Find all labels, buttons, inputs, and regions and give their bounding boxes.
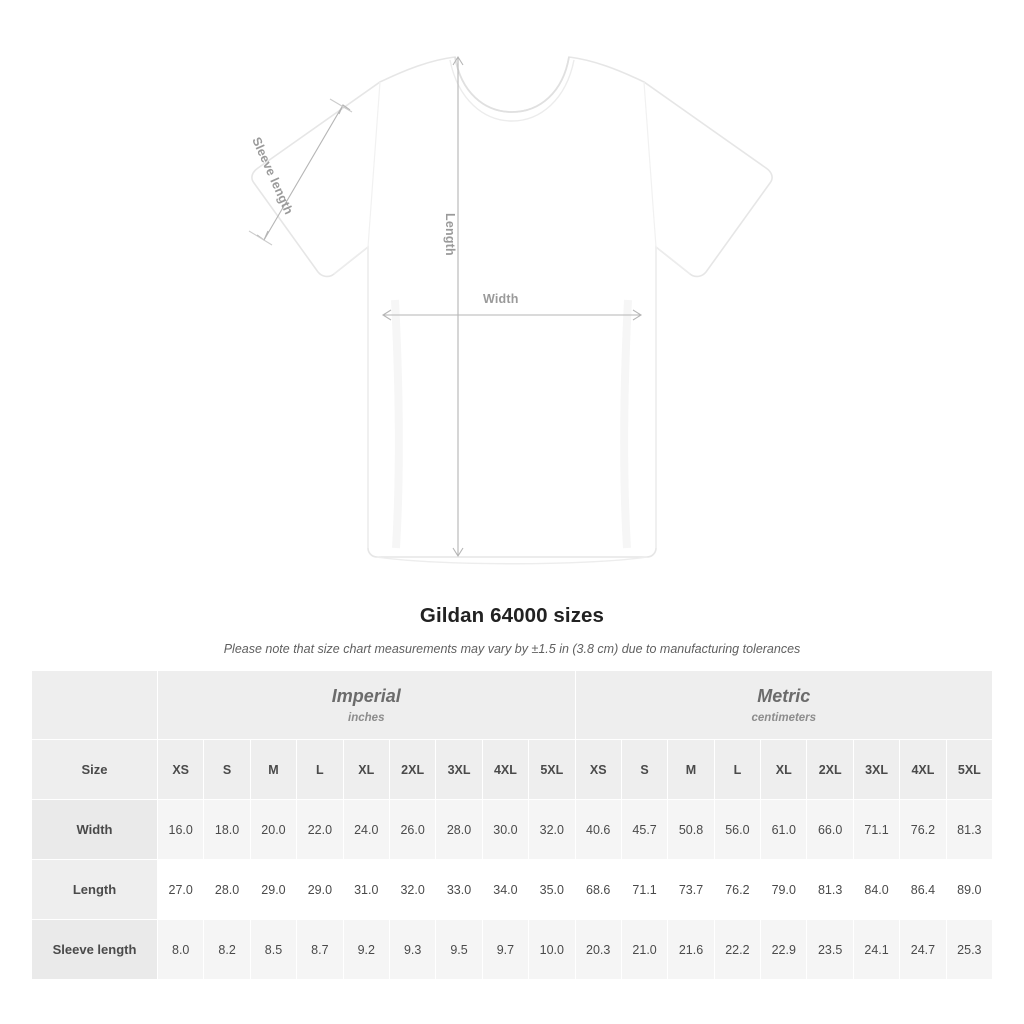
- size-header-5xl-imperial: 5XL: [529, 740, 575, 800]
- cell-sleeve-1: 8.2: [204, 920, 250, 980]
- sleeve-length-dimension-label: Sleeve length: [249, 135, 296, 217]
- size-header-l-imperial: L: [297, 740, 343, 800]
- cell-sleeve-11: 21.6: [668, 920, 714, 980]
- size-header-xs-imperial: XS: [158, 740, 204, 800]
- cell-sleeve-17: 25.3: [946, 920, 992, 980]
- size-header-xs-metric: XS: [575, 740, 621, 800]
- size-header-m-imperial: M: [250, 740, 296, 800]
- cell-length-3: 29.0: [297, 860, 343, 920]
- size-header-row: [32, 740, 993, 800]
- cell-length-16: 86.4: [900, 860, 946, 920]
- size-header-3xl-metric: 3XL: [853, 740, 899, 800]
- size-header-3xl-imperial: 3XL: [436, 740, 482, 800]
- cell-sleeve-12: 22.2: [714, 920, 760, 980]
- cell-width-4: 24.0: [343, 800, 389, 860]
- cell-width-15: 71.1: [853, 800, 899, 860]
- table-row-length: [32, 860, 993, 920]
- size-header-s-imperial: S: [204, 740, 250, 800]
- cell-width-13: 61.0: [761, 800, 807, 860]
- size-header-l-metric: L: [714, 740, 760, 800]
- size-header-xl-imperial: XL: [343, 740, 389, 800]
- cell-width-7: 30.0: [482, 800, 528, 860]
- cell-length-5: 32.0: [389, 860, 435, 920]
- width-dimension-label: Width: [483, 292, 519, 306]
- cell-length-1: 28.0: [204, 860, 250, 920]
- system-name-imperial: Imperial: [331, 686, 401, 706]
- size-chart-table: [31, 670, 993, 980]
- cell-length-11: 73.7: [668, 860, 714, 920]
- chart-header: [0, 604, 1024, 656]
- system-header-row: [32, 671, 993, 740]
- size-header-xl-metric: XL: [761, 740, 807, 800]
- cell-length-15: 84.0: [853, 860, 899, 920]
- system-name-metric: Metric: [757, 686, 811, 706]
- cell-length-7: 34.0: [482, 860, 528, 920]
- cell-width-16: 76.2: [900, 800, 946, 860]
- cell-sleeve-16: 24.7: [900, 920, 946, 980]
- cell-width-11: 50.8: [668, 800, 714, 860]
- cell-width-10: 45.7: [621, 800, 667, 860]
- size-header-4xl-metric: 4XL: [900, 740, 946, 800]
- cell-length-9: 68.6: [575, 860, 621, 920]
- table-row-width: [32, 800, 993, 860]
- page-title: Gildan 64000 sizes: [419, 604, 605, 627]
- cell-width-0: 16.0: [158, 800, 204, 860]
- cell-sleeve-15: 24.1: [853, 920, 899, 980]
- cell-sleeve-4: 9.2: [343, 920, 389, 980]
- cell-length-0: 27.0: [158, 860, 204, 920]
- cell-length-10: 71.1: [621, 860, 667, 920]
- cell-length-17: 89.0: [946, 860, 992, 920]
- cell-width-17: 81.3: [946, 800, 992, 860]
- tolerance-note: Please note that size chart measurements may vary by ±1.5 in (3.8 cm) due to manufacturing tolerances: [223, 642, 801, 656]
- size-header-2xl-imperial: 2XL: [389, 740, 435, 800]
- system-header-metric: [575, 671, 993, 740]
- cell-length-4: 31.0: [343, 860, 389, 920]
- table-row-sleeve-length: [32, 920, 993, 980]
- row-label-sleeve-length: Sleeve length: [32, 920, 158, 980]
- cell-sleeve-0: 8.0: [158, 920, 204, 980]
- size-header-5xl-metric: 5XL: [946, 740, 992, 800]
- cell-sleeve-14: 23.5: [807, 920, 853, 980]
- cell-length-2: 29.0: [250, 860, 296, 920]
- cell-sleeve-2: 8.5: [250, 920, 296, 980]
- cell-sleeve-7: 9.7: [482, 920, 528, 980]
- size-column-label: Size: [32, 740, 158, 800]
- cell-width-1: 18.0: [204, 800, 250, 860]
- cell-width-8: 32.0: [529, 800, 575, 860]
- cell-length-12: 76.2: [714, 860, 760, 920]
- cell-width-6: 28.0: [436, 800, 482, 860]
- size-header-2xl-metric: 2XL: [807, 740, 853, 800]
- cell-width-9: 40.6: [575, 800, 621, 860]
- system-unit-imperial: inches: [348, 712, 385, 724]
- size-header-s-metric: S: [621, 740, 667, 800]
- cell-sleeve-13: 22.9: [761, 920, 807, 980]
- size-chart-container: [31, 670, 993, 980]
- cell-sleeve-3: 8.7: [297, 920, 343, 980]
- cell-length-6: 33.0: [436, 860, 482, 920]
- system-header-empty: [32, 671, 158, 740]
- length-dimension-label: Length: [443, 213, 457, 256]
- cell-sleeve-9: 20.3: [575, 920, 621, 980]
- cell-width-14: 66.0: [807, 800, 853, 860]
- cell-length-8: 35.0: [529, 860, 575, 920]
- cell-sleeve-5: 9.3: [389, 920, 435, 980]
- system-unit-metric: centimeters: [751, 712, 817, 724]
- cell-length-14: 81.3: [807, 860, 853, 920]
- size-header-m-metric: M: [668, 740, 714, 800]
- cell-width-2: 20.0: [250, 800, 296, 860]
- cell-width-5: 26.0: [389, 800, 435, 860]
- cell-width-12: 56.0: [714, 800, 760, 860]
- cell-sleeve-8: 10.0: [529, 920, 575, 980]
- row-label-width: Width: [32, 800, 158, 860]
- system-header-imperial: [158, 671, 576, 740]
- cell-sleeve-10: 21.0: [621, 920, 667, 980]
- row-label-length: Length: [32, 860, 158, 920]
- cell-width-3: 22.0: [297, 800, 343, 860]
- cell-sleeve-6: 9.5: [436, 920, 482, 980]
- cell-length-13: 79.0: [761, 860, 807, 920]
- size-header-4xl-imperial: 4XL: [482, 740, 528, 800]
